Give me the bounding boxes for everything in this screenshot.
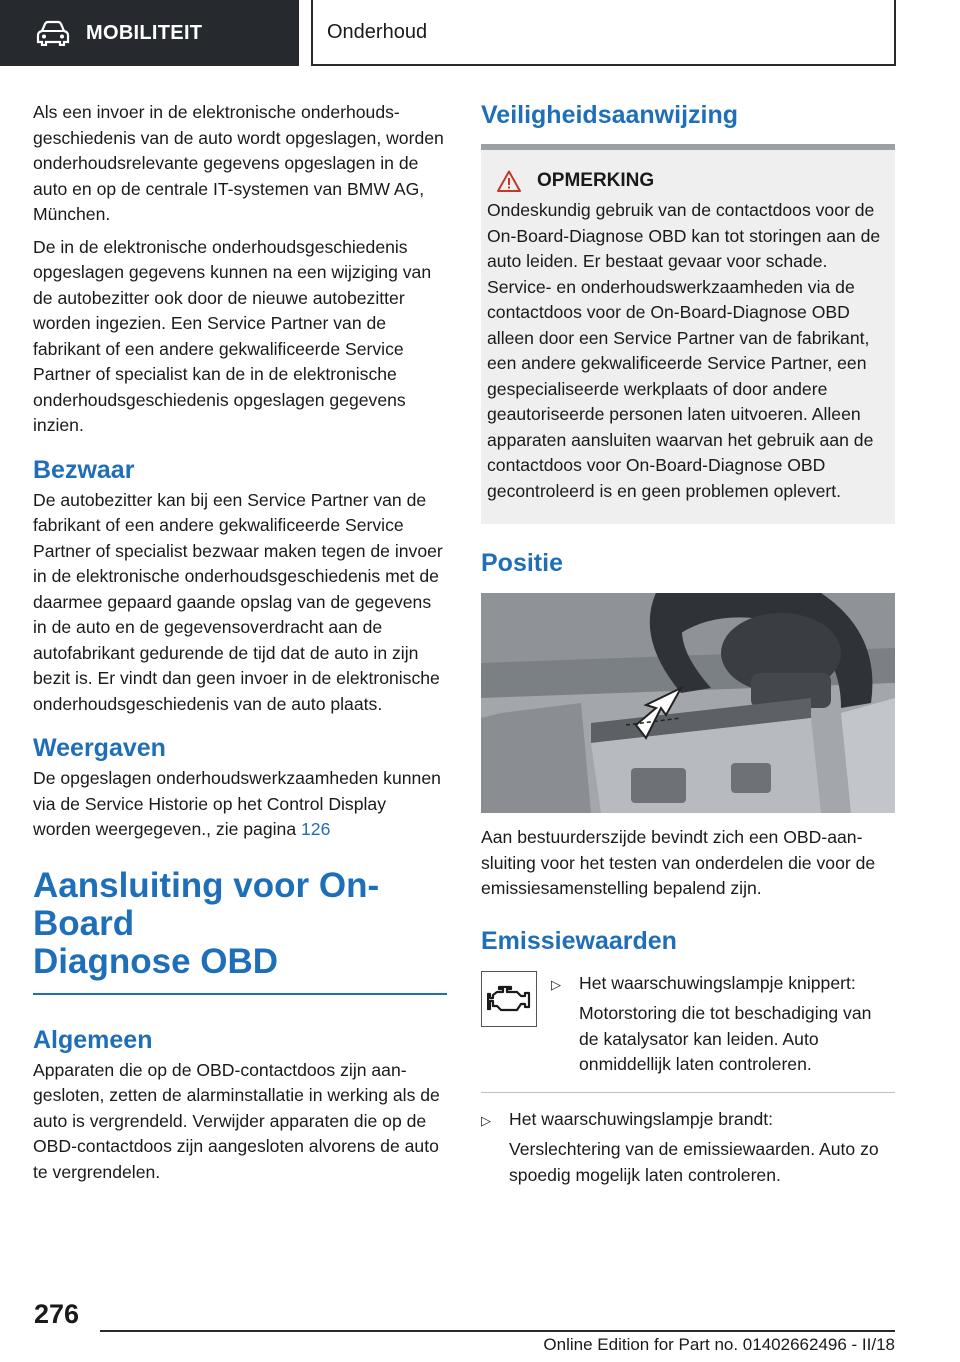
- engine-warning-icon: [481, 971, 537, 1027]
- list-item: [481, 1107, 895, 1134]
- divider: [481, 1092, 895, 1093]
- heading-rule: [33, 993, 447, 995]
- paragraph: Apparaten die op de OBD-contactdoos zijn aangesloten, zetten de alarminstallatie in werking als de auto is vergrendeld. Verwijder apparaten die op de OBD-contactdoos zijn aangesloten alvorens de auto te vergrendelen.: [33, 1059, 440, 1182]
- heading-weergaven: Weergaven: [33, 734, 166, 762]
- right-column: [481, 100, 895, 1188]
- list-item-text: Het waarschuwingslampje knippert:: [579, 972, 856, 993]
- heading-positie: Positie: [481, 549, 563, 577]
- paragraph: De autobezitter kan bij een Service Partner van de fabrikant of een andere gekwalificeerde Service Partner of specialist bezwaar maken tegen de invoer in de elektronische onderhoudsgeschiedenis met de daarmee gepaard gaande opslag van de gegevens in de auto en de gegevensoverdracht aan de autofabrikant gedurende de tijd dat de auto in zijn bezit is. Er vindt dan geen invoer in de elektronische onderhoudsgeschiedenis van de auto plaats.: [33, 489, 443, 714]
- chapter-heading-line2: Diagnose OBD: [33, 941, 279, 981]
- weergaven-text: De opgeslagen onderhoudswerkzaamheden kunnen via de Service Historie op het Control Display worden weergegeven., zie pagina: [33, 768, 441, 839]
- list-item-text: Het waarschuwingslampje brandt:: [509, 1108, 774, 1129]
- paragraph: De in de elektronische onderhoudsgeschiedenis opgeslagen gegevens kunnen na een wijziging van de autobezitter ook door de nieuwe autobezitter worden ingezien. Een Service Partner van de fabrikant of een andere gekwalificeerde Service Partner of specialist kan de in de elektronische onderhoudsgeschiedenis opgeslagen gegevens inzien.: [33, 236, 432, 435]
- edition-note: Online Edition for Part no. 01402662496 - II/18: [543, 1335, 895, 1354]
- bullet-triangle-icon: ▷: [481, 1112, 491, 1128]
- bullet-triangle-icon: ▷: [551, 976, 561, 992]
- heading-algemeen: Algemeen: [33, 1025, 153, 1054]
- heading-veiligheid: Veiligheidsaanwijzing: [481, 101, 739, 129]
- chapter-title: Onderhoud: [327, 20, 428, 43]
- obd-position-image: [481, 593, 895, 813]
- chapter-heading-line1: Aansluiting voor On-Board: [33, 865, 380, 943]
- obd-position-illustration: [481, 593, 895, 813]
- check-engine-icon: [487, 984, 531, 1014]
- list-item-detail: Verslechtering van de emissiewaarden. Auto zo spoedig mogelijk laten controleren.: [509, 1139, 879, 1185]
- footer-rule: [100, 1330, 895, 1332]
- notice-text: Ondeskundig gebruik van de contactdoos voor de On-Board-Diagnose OBD kan tot storingen aan de auto leiden. Er bestaat gevaar voor schade. Service- en onderhoudswerkzaamheden via de contactdoos voor de On-Board-Diagnose OBD alleen door een Service Partner van de fabrikant, een andere gekwalificeerde Service Partner, een gespecialiseerde werkplaats of door andere geautoriseerde personen laten uitvoeren. Alleen apparaten aansluiten waarvan het gebruik aan de contactdoos voor On-Board-Diagnose OBD gecontroleerd is en geen problemen oplevert.: [487, 200, 881, 501]
- heading-bezwaar: Bezwaar: [33, 455, 135, 484]
- chapter-heading: [33, 867, 447, 981]
- paragraph: [33, 766, 447, 843]
- notice-box: [481, 144, 895, 524]
- page-number: 276: [34, 1299, 80, 1329]
- notice-title: OPMERKING: [537, 170, 655, 191]
- car-icon: [36, 20, 70, 46]
- emission-section: [481, 971, 895, 1078]
- list-item-detail: Motorstoring die tot beschadiging van de katalysator kan leiden. Auto onmiddellijk laten controleren.: [579, 1003, 872, 1074]
- section-title: MOBILITEIT: [86, 21, 203, 44]
- paragraph: Aan bestuurderszijde bevindt zich een OBD-aansluiting voor het testen van onderdelen die voor de emissiesamenstelling bepalend zijn.: [481, 827, 876, 898]
- list-item: [551, 971, 895, 998]
- left-column: [33, 100, 447, 1192]
- heading-emissie: Emissiewaarden: [481, 926, 677, 955]
- emission-list: [551, 971, 895, 1078]
- section-tab: [0, 0, 299, 66]
- notice-header: [497, 170, 887, 192]
- page-link[interactable]: 126: [301, 819, 331, 839]
- warning-icon: [497, 170, 521, 192]
- paragraph: Als een invoer in de elektronische onderhoudsgeschiedenis van de auto wordt opgeslagen, worden onderhoudsrelevante gegevens opgeslagen in de auto en op de centrale IT-systemen van BMW AG, München.: [33, 102, 444, 224]
- chapter-tab: [311, 0, 896, 66]
